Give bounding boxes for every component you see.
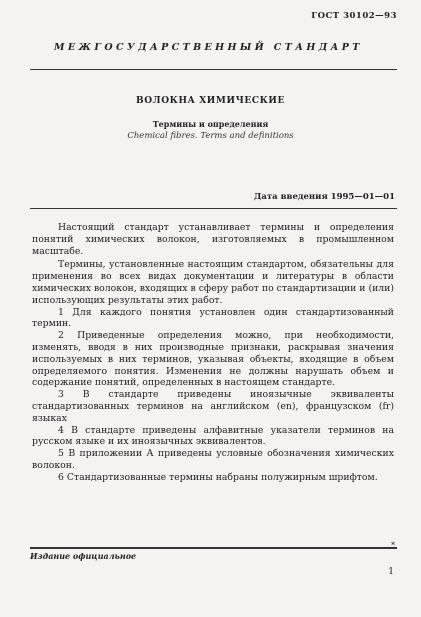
page-number: 1 [388, 567, 394, 577]
paragraph-6: 6 Стандартизованные термины набраны полужирным шрифтом. [58, 471, 378, 483]
gost-code: ГОСТ 30102—93 [311, 11, 397, 21]
introduction-date: Дата введения 1995—01—01 [253, 192, 395, 202]
paragraph-intro: Настоящий стандарт устанавливает термины и определения понятий химических волокон, изготовляемых в промышленном масштабе. [32, 222, 394, 257]
paragraph-scope: Термины, установленные настоящим стандартом, обязательны для применения во всех видах документации и литературы в области химических волокон, входящих в сферу работ по стандартизации и (или) использующих результаты этих работ. [32, 259, 394, 306]
paragraph-5: 5 В приложении А приведены условные обозначения химических волокон. [32, 448, 394, 471]
standard-banner: МЕЖГОСУДАРСТВЕННЫЙ СТАНДАРТ [54, 42, 363, 53]
footer-divider [30, 547, 397, 549]
paragraph-1: 1 Для каждого понятия установлен один стандартизованный термин. [32, 306, 394, 330]
document-subtitle: Термины и определения [152, 119, 269, 129]
paragraph-4: 4 В стандарте приведены алфавитные указатели терминов на русском языке и их иноязычных эквивалентов. [32, 424, 394, 448]
document-title: ВОЛОКНА ХИМИЧЕСКИЕ [136, 96, 285, 106]
paragraph-3: 3 В стандарте приведены иноязычные эквиваленты стандартизованных терминов на английском (en), французском (fr) языках [32, 389, 394, 424]
date-divider [30, 208, 397, 209]
footnote-mark: * [391, 541, 395, 550]
document-body [32, 222, 394, 484]
paragraph-2: 2 Приведенные определения можно, при необходимости, изменять, вводя в них производные признаки, раскрывая значения используемых в них терминов, указывая объекты, входящие в объем определяемого понятия. Изменения не должны нарушать объем и содержание понятий, определенных в настоящем стандарте. [32, 330, 394, 389]
document-subtitle-english: Chemical fibres. Terms and definitions [127, 131, 294, 141]
official-edition-note: Издание официальное [30, 551, 137, 561]
top-divider [30, 69, 397, 70]
